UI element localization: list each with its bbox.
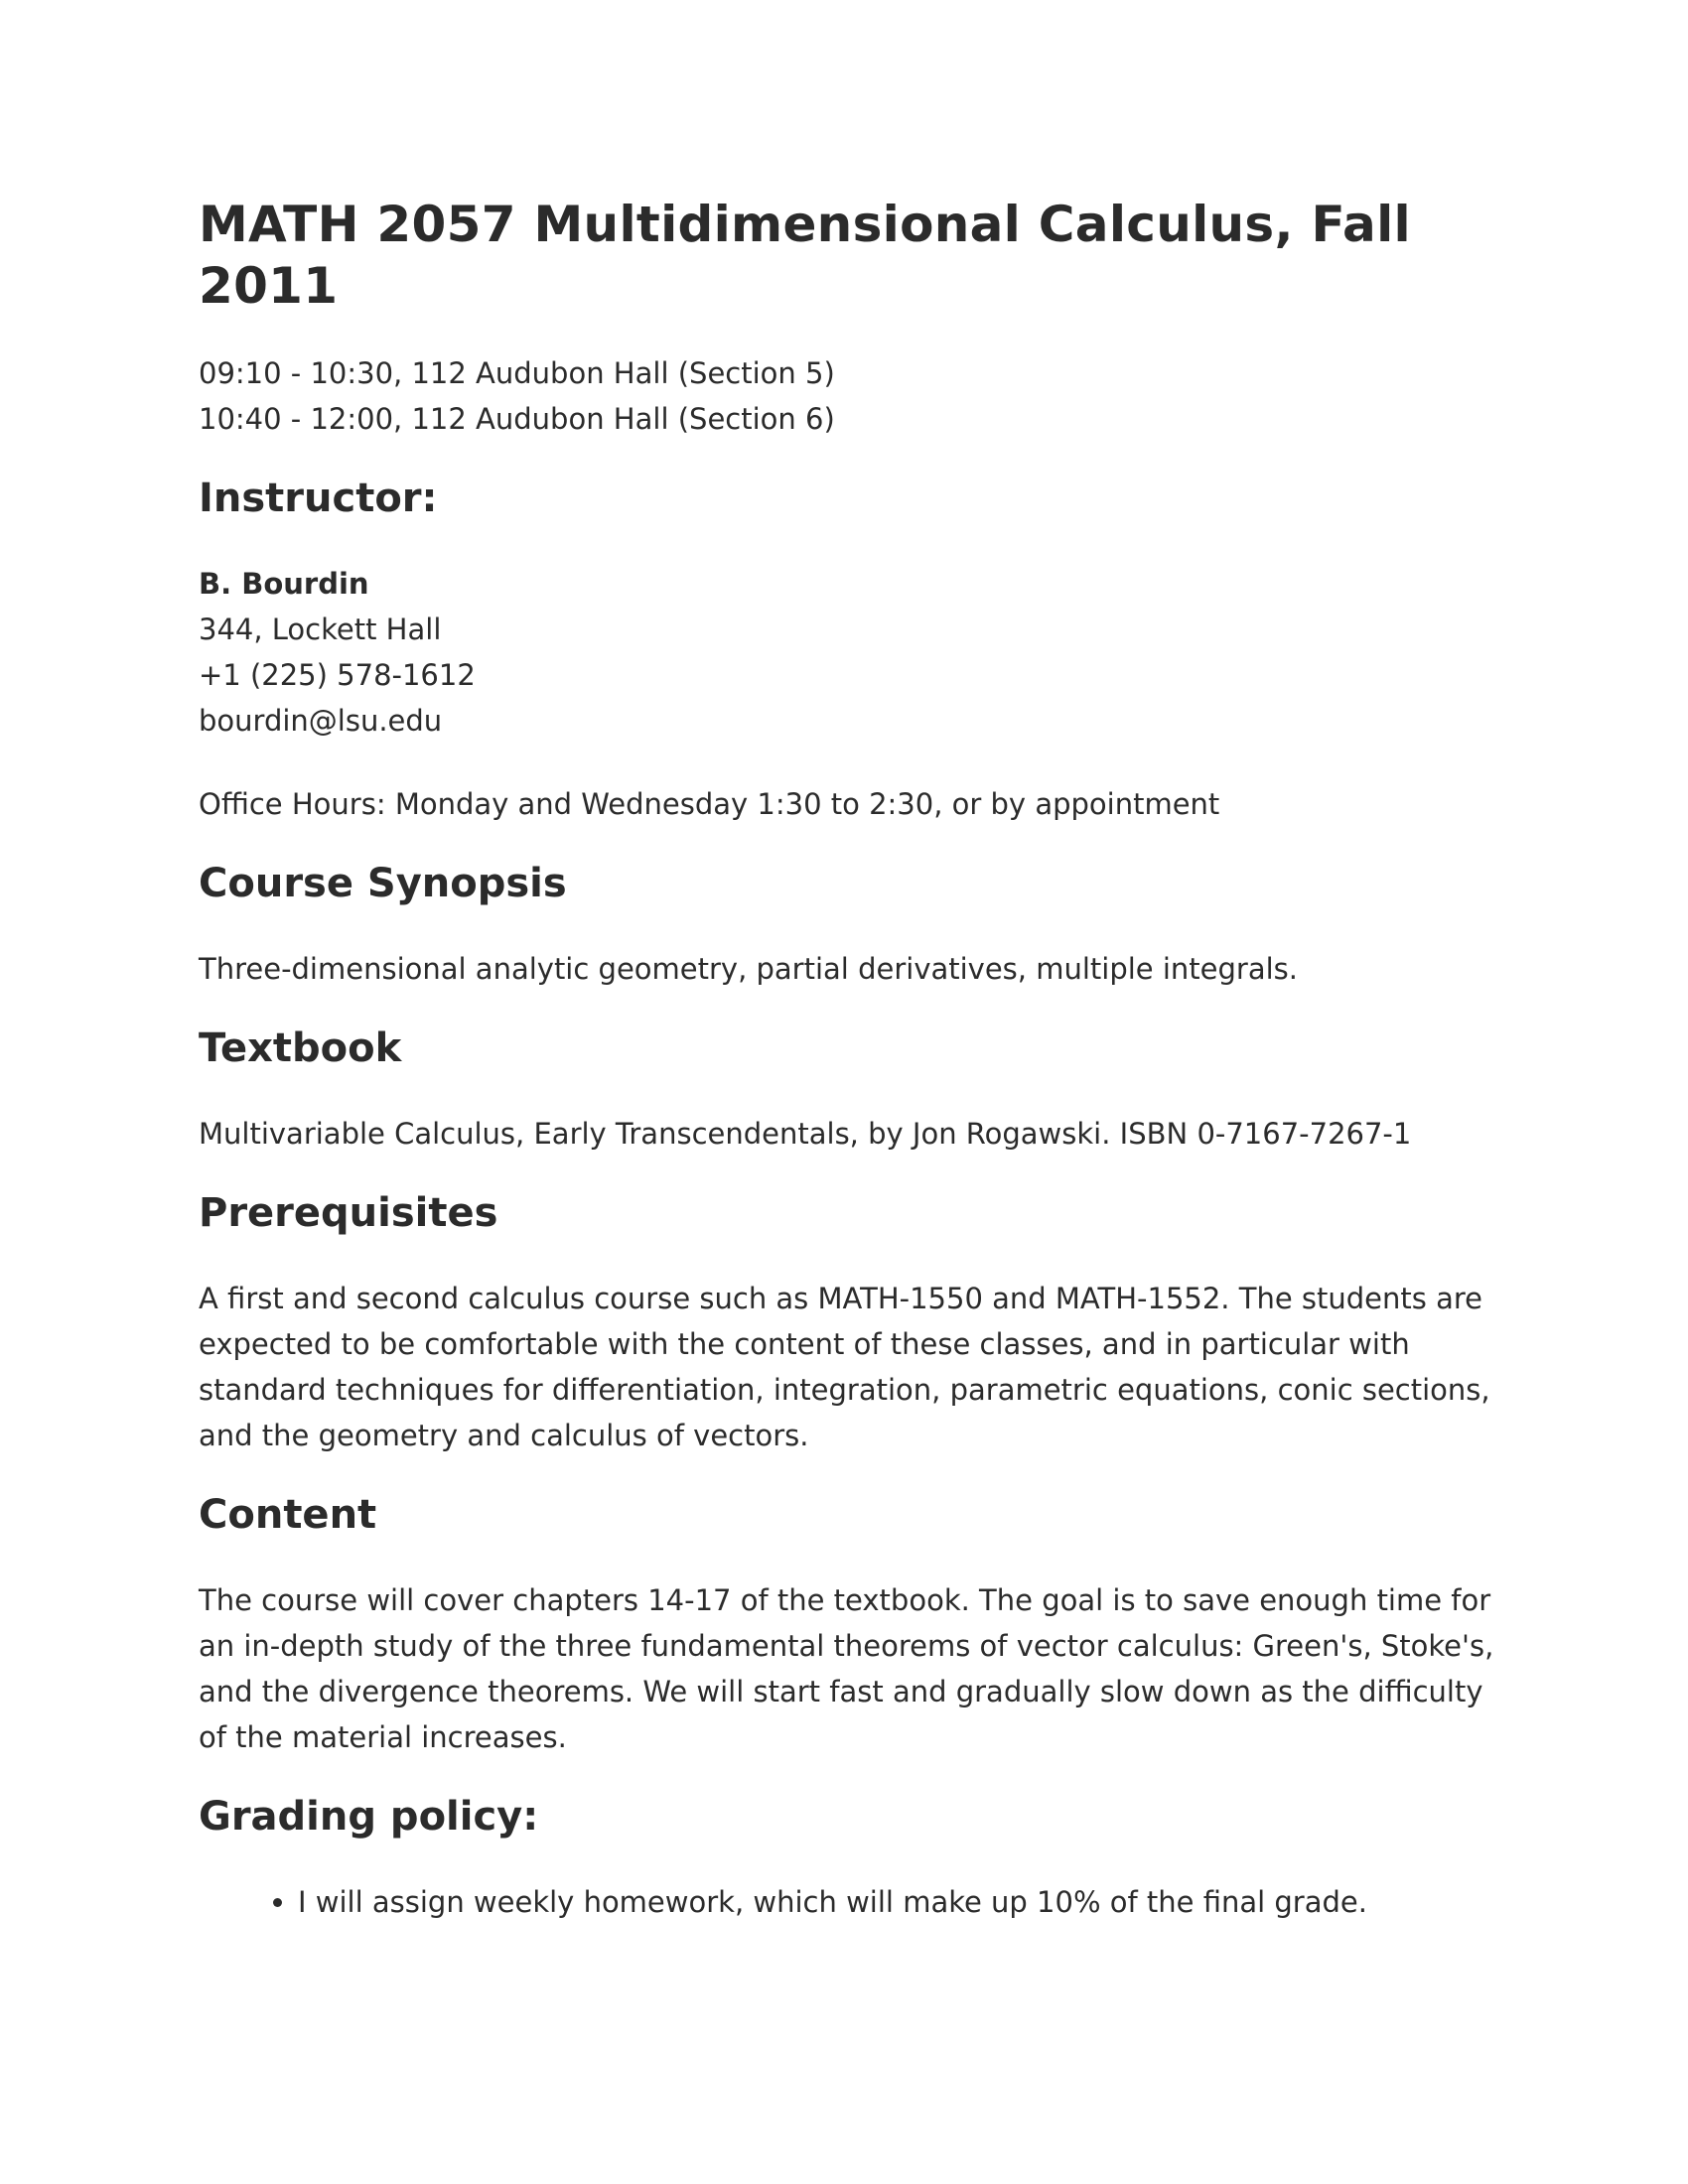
instructor-email: bourdin@lsu.edu [199, 704, 443, 738]
synopsis-text: Three-dimensional analytic geometry, partial derivatives, multiple integrals. [199, 952, 1298, 986]
instructor-phone: +1 (225) 578-1612 [199, 658, 476, 692]
schedule-line-section-5: 09:10 - 10:30, 112 Audubon Hall (Section 5) [199, 356, 835, 390]
synopsis-heading: Course Synopsis [199, 861, 567, 906]
content-heading: Content [199, 1492, 377, 1538]
office-hours: Office Hours: Monday and Wednesday 1:30 to 2:30, or by appointment [199, 787, 1220, 821]
instructor-office: 344, Lockett Hall [199, 613, 442, 646]
textbook-heading: Textbook [199, 1025, 402, 1071]
syllabus-page [199, 194, 1519, 1925]
textbook-text: Multivariable Calculus, Early Transcendentals, by Jon Rogawski. ISBN 0-7167-7267-1 [199, 1117, 1412, 1151]
grading-item-homework: • I will assign weekly homework, which will make up 10% of the final grade. [298, 1879, 1519, 1925]
prerequisites-heading: Prerequisites [199, 1190, 498, 1236]
prerequisites-text: A first and second calculus course such as MATH-1550 and MATH-1552. The students are expected to be comfortable with the content of these classes, and in particular with standard techniques for differentiation, integration, parametric equations, conic sections, and the geometry and calculus of vectors. [199, 1282, 1490, 1452]
instructor-heading: Instructor: [199, 476, 438, 521]
instructor-name: B. Bourdin [199, 567, 369, 601]
schedule-line-section-6: 10:40 - 12:00, 112 Audubon Hall (Section 6) [199, 402, 835, 436]
schedule-block [199, 350, 1519, 442]
grading-heading: Grading policy: [199, 1794, 539, 1840]
page-title: MATH 2057 Multidimensional Calculus, Fall 2011 [199, 196, 1411, 315]
grading-list [199, 1879, 1519, 1925]
instructor-contact [199, 561, 1519, 744]
content-text: The course will cover chapters 14-17 of the textbook. The goal is to save enough time for an in-depth study of the three fundamental theorems of vector calculus: Green's, Stoke's, and the divergence theorems. We will start fast and gradually slow down as the difficulty of the material increases. [199, 1583, 1494, 1754]
